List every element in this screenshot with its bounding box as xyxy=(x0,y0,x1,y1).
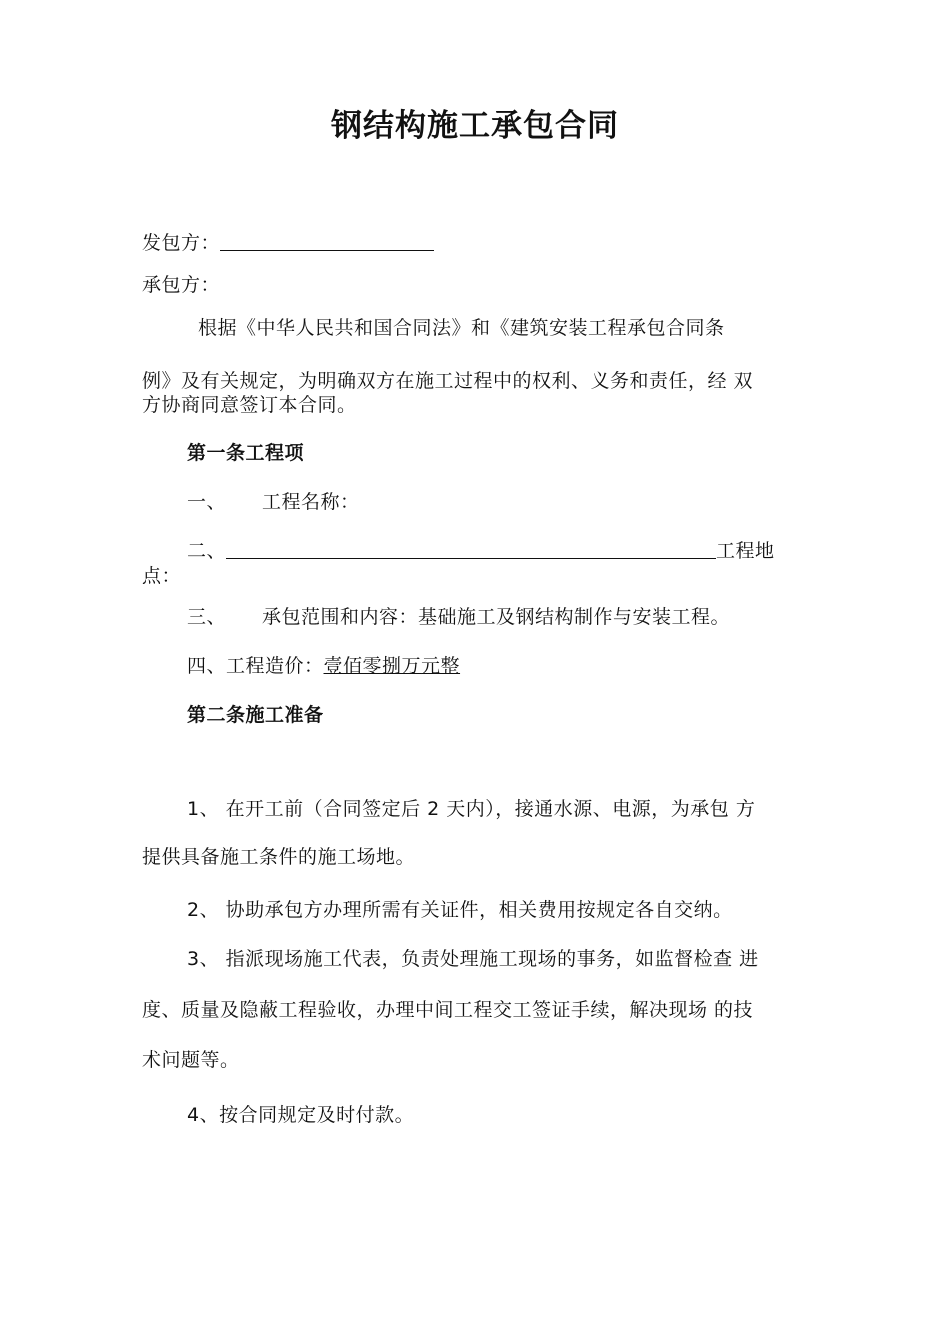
article-2-p1-line-1: 1、 在开工前（合同签定后 2 天内），接通水源、电源，为承包 方 xyxy=(187,798,756,820)
article-2-p3-line-2: 度、质量及隐蔽工程验收，办理中间工程交工签证手续，解决现场 的技 xyxy=(142,999,754,1021)
item-3-number: 三、 xyxy=(187,606,227,628)
article-1-item-2 xyxy=(187,539,775,563)
contract-price-suffix: 元整 xyxy=(421,655,461,677)
article-2-p1-line-2: 提供具备施工条件的施工场地。 xyxy=(142,846,416,868)
project-location-blank xyxy=(226,540,716,559)
employer-blank xyxy=(220,232,434,251)
article-1-item-1 xyxy=(187,490,360,514)
item-1-text: 工程名称： xyxy=(262,491,360,513)
article-2-heading: 第二条施工准备 xyxy=(187,704,324,726)
item-2-number: 二、 xyxy=(187,540,227,562)
article-1-item-2-wrap: 点： xyxy=(142,565,182,587)
contractor-label: 承包方： xyxy=(142,274,221,296)
contract-price-value: 壹佰零捌万 xyxy=(323,655,422,677)
employer-label: 发包方： xyxy=(142,232,221,254)
item-4-label: 四、工程造价： xyxy=(187,655,324,677)
item-1-number: 一、 xyxy=(187,491,227,513)
article-2-p3-line-3: 术问题等。 xyxy=(142,1049,240,1071)
employer-line xyxy=(142,231,434,255)
preamble-line-1: 根据《中华人民共和国合同法》和《建筑安装工程承包合同条 xyxy=(198,317,725,339)
preamble-line-2: 例》及有关规定，为明确双方在施工过程中的权利、义务和责任，经 双 xyxy=(142,370,754,392)
article-1-heading: 第一条工程项 xyxy=(187,442,305,464)
article-2-p4: 4、按合同规定及时付款。 xyxy=(187,1104,415,1126)
item-3-text: 承包范围和内容：基础施工及钢结构制作与安装工程。 xyxy=(262,606,731,628)
article-1-item-4 xyxy=(187,654,460,678)
article-1-item-3 xyxy=(187,605,730,629)
document-title: 钢结构施工承包合同 xyxy=(331,108,619,144)
item-2-text: 工程地 xyxy=(716,540,775,562)
preamble-line-3: 方协商同意签订本合同。 xyxy=(142,394,357,416)
article-2-p3-line-1: 3、 指派现场施工代表，负责处理施工现场的事务，如监督检查 进 xyxy=(187,948,759,970)
article-2-p2: 2、 协助承包方办理所需有关证件，相关费用按规定各自交纳。 xyxy=(187,899,733,921)
